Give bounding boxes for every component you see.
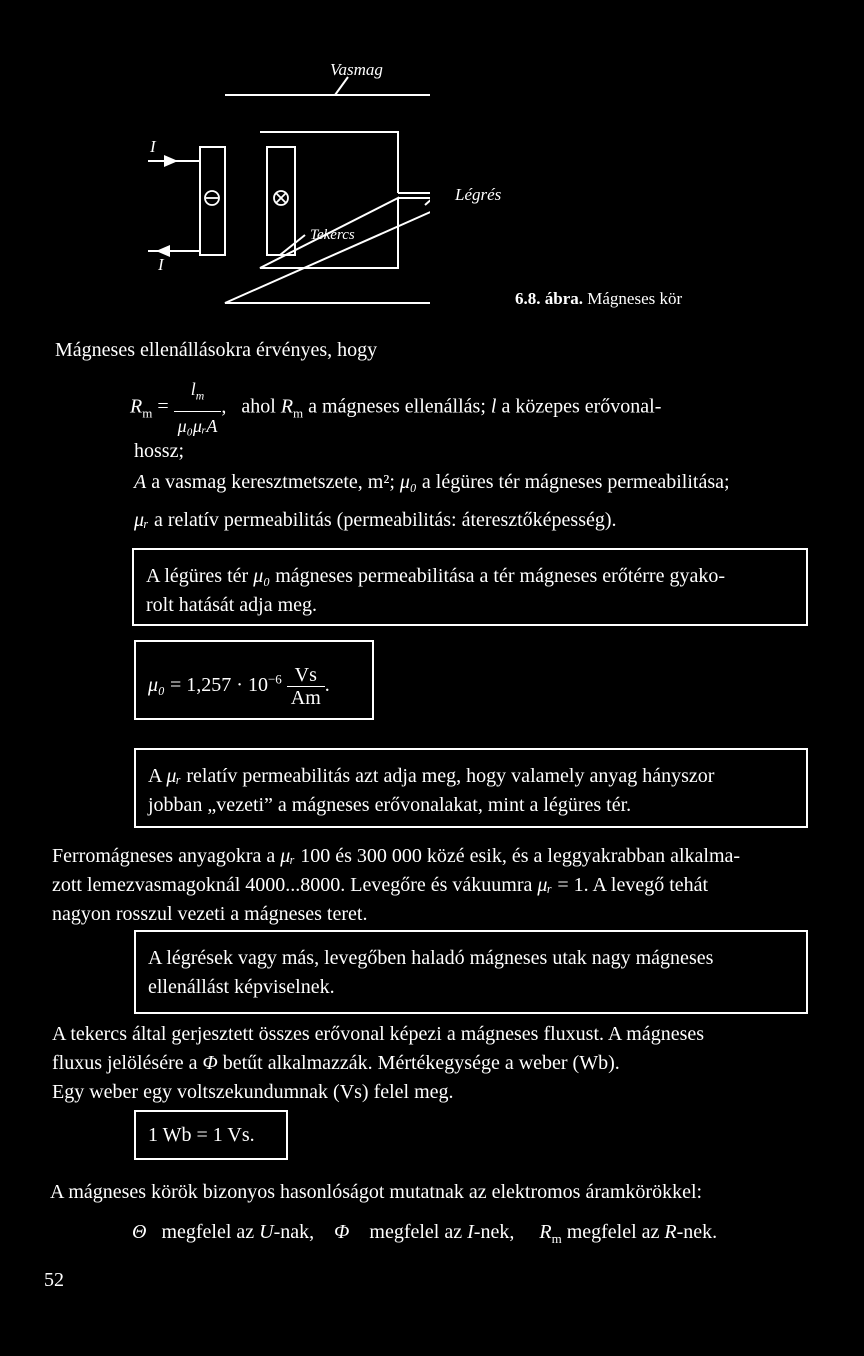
box-mur-definition: A μᵣ relatív permeabilitás azt adja meg, hogy valamely anyag hányszor jobban „vezeti” a mágneses erővonalakat, mint a légüres tér. bbox=[134, 748, 808, 828]
label-core: Vasmag bbox=[330, 60, 383, 79]
current-arrow-in bbox=[164, 155, 178, 167]
defs-line1: hossz; bbox=[134, 440, 184, 462]
magnetic-circuit-diagram bbox=[130, 55, 502, 315]
box-mu0-value: $\mu_0 = 1,257 \cdot 10^{-6}$ $\frac{Vs}{Am}$ . bbox=[134, 640, 374, 720]
formula-reluctance: $R_m$ = $\frac{l_m}{\text{μ₀μᵣA}}$ , ahol $R_m$ a mágneses ellenállás; l a közepes erővonal- bbox=[130, 375, 830, 441]
label-current-in: I bbox=[150, 137, 156, 156]
figure-title: Mágneses kör bbox=[587, 289, 683, 308]
page-number: 52 bbox=[44, 1269, 64, 1291]
figure-number: 6.8. ábra. bbox=[515, 289, 583, 308]
reluctance-fraction: $\frac{l_m}{\text{μ₀μᵣA}}$ bbox=[174, 375, 222, 441]
para-ferromagnetic: Ferromágneses anyagokra a μᵣ 100 és 300 000 közé esik, és a leggyakrabban alkalma- zott lemezvasmagoknál 4000...8000. Levegőre és vákuumra μᵣ = 1. A levegő tehát nagyon rosszul vezeti a mágneses teret. bbox=[52, 845, 741, 925]
box-weber: 1 Wb = 1 Vs. bbox=[134, 1110, 288, 1160]
box-air-gap-note: A légrések vagy más, levegőben haladó mágneses utak nagy mágneses ellenállást képviselnek. bbox=[134, 930, 808, 1014]
defs-line2: A a vasmag keresztmetszete, m²; μ₀ a légüres tér mágneses permeabilitása; bbox=[134, 471, 730, 493]
air-gap bbox=[398, 193, 430, 198]
box-mu0-definition: A légüres tér μ₀ mágneses permeabilitása a tér mágneses erőtérre gyako- rolt hatását adja meg. bbox=[132, 548, 808, 626]
label-air-gap: Légrés bbox=[455, 185, 502, 204]
intro-text: Mágneses ellenállásokra érvényes, hogy bbox=[55, 339, 378, 361]
analogy-line: Θ megfelel az U-nak, Φ megfelel az I-nek, $R_m$ megfelel az R-nek. bbox=[132, 1221, 718, 1246]
figure-caption bbox=[515, 289, 682, 309]
defs-line3: μᵣ a relatív permeabilitás (permeabilitás: áteresztőképesség). bbox=[134, 509, 617, 531]
label-coil: Tekercs bbox=[310, 227, 355, 243]
core-inner-outline bbox=[260, 132, 398, 268]
magnetic-circuit-figure bbox=[130, 55, 430, 315]
coil-left-side bbox=[200, 147, 225, 255]
label-current-out: I bbox=[158, 255, 164, 274]
para-flux: A tekercs által gerjesztett összes erővonal képezi a mágneses fluxust. A mágneses fluxus jelölésére a Φ betűt alkalmazzák. Mértékegysége a weber (Wb). Egy weber egy voltszekundumnak (Vs) felel meg. bbox=[52, 1023, 705, 1103]
para-analogy: A mágneses körök bizonyos hasonlóságot mutatnak az elektromos áramkörökkel: bbox=[50, 1181, 703, 1203]
coil-right-side bbox=[267, 147, 295, 255]
